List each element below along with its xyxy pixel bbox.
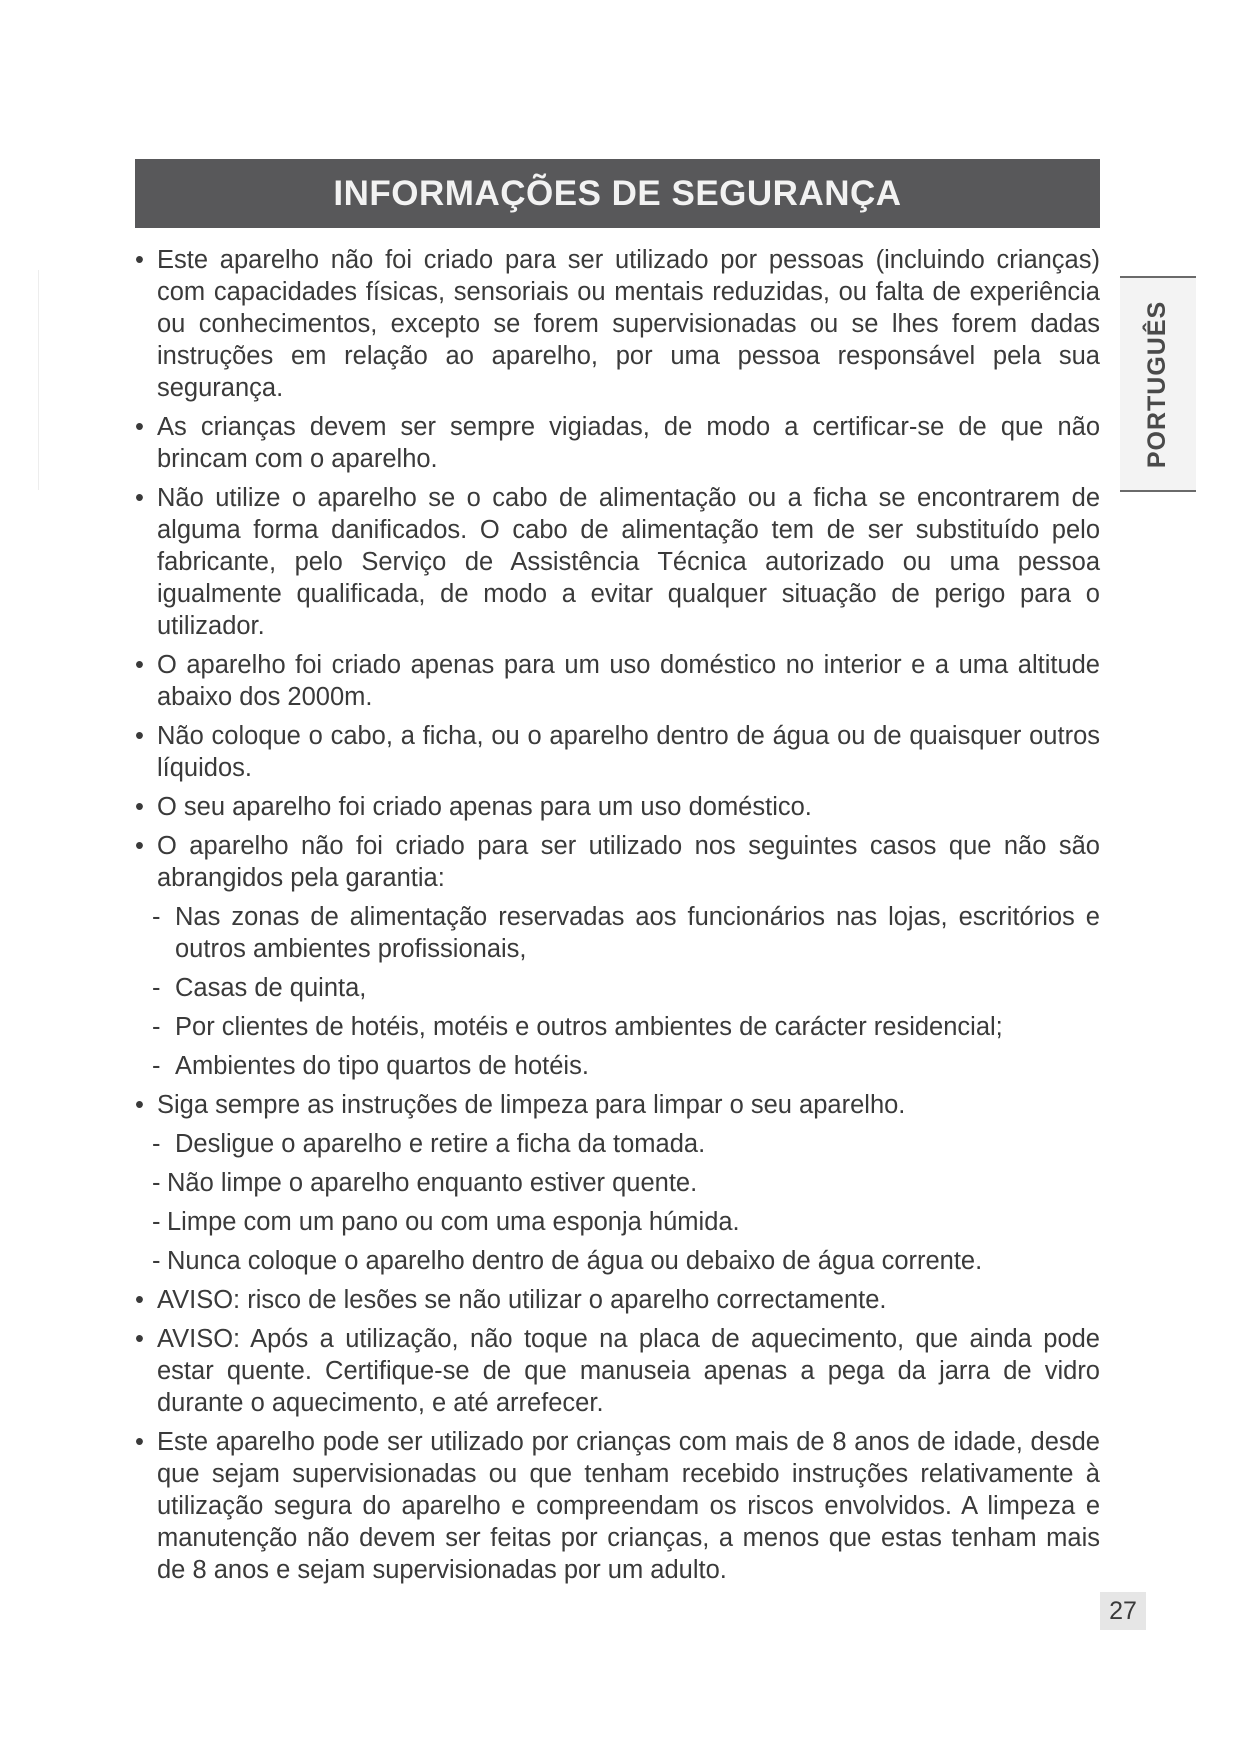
page-edge-line bbox=[38, 270, 39, 490]
safety-item: • O aparelho foi criado apenas para um uso doméstico no interior e a uma altitude abaixo dos 2000m. bbox=[135, 649, 1100, 713]
safety-subitem: - Limpe com um pano ou com uma esponja húmida. bbox=[135, 1206, 1100, 1238]
safety-subitem: - Por clientes de hotéis, motéis e outros ambientes de carácter residencial; bbox=[135, 1011, 1100, 1043]
safety-item: • Não coloque o cabo, a ficha, ou o aparelho dentro de água ou de quaisquer outros líquidos. bbox=[135, 720, 1100, 784]
language-tab bbox=[1120, 276, 1196, 492]
safety-item: • Este aparelho não foi criado para ser utilizado por pessoas (incluindo crianças) com capacidades físicas, sensoriais ou mentais reduzidas, ou falta de experiência ou conhecimentos, excepto se forem supervisionadas ou se lhes forem dadas instruções em relação ao aparelho, por uma pessoa responsável pela sua segurança. bbox=[135, 244, 1100, 404]
safety-item: • O aparelho não foi criado para ser utilizado nos seguintes casos que não são abrangidos pela garantia: bbox=[135, 830, 1100, 894]
safety-item: • O seu aparelho foi criado apenas para um uso doméstico. bbox=[135, 791, 1100, 823]
safety-subitem: - Desligue o aparelho e retire a ficha da tomada. bbox=[135, 1128, 1100, 1160]
safety-subitem: - Nunca coloque o aparelho dentro de água ou debaixo de água corrente. bbox=[135, 1245, 1100, 1277]
safety-list bbox=[135, 244, 1100, 1593]
section-header bbox=[135, 159, 1100, 228]
safety-subitem: - Ambientes do tipo quartos de hotéis. bbox=[135, 1050, 1100, 1082]
section-title: INFORMAÇÕES DE SEGURANÇA bbox=[333, 173, 902, 213]
safety-item: • As crianças devem ser sempre vigiadas, de modo a certificar-se de que não brincam com o aparelho. bbox=[135, 411, 1100, 475]
safety-subitem: - Não limpe o aparelho enquanto estiver quente. bbox=[135, 1167, 1100, 1199]
safety-subitem: - Nas zonas de alimentação reservadas aos funcionários nas lojas, escritórios e outros ambientes profissionais, bbox=[135, 901, 1100, 965]
safety-item: • AVISO: Após a utilização, não toque na placa de aquecimento, que ainda pode estar quente. Certifique-se de que manuseia apenas a pega da jarra de vidro durante o aquecimento, e até arrefecer. bbox=[135, 1323, 1100, 1419]
safety-item: • Não utilize o aparelho se o cabo de alimentação ou a ficha se encontrarem de alguma forma danificados. O cabo de alimentação tem de ser substituído pelo fabricante, pelo Serviço de Assistência Técnica autorizado ou uma pessoa igualmente qualificada, de modo a evitar qualquer situação de perigo para o utilizador. bbox=[135, 482, 1100, 642]
safety-item: • AVISO: risco de lesões se não utilizar o aparelho correctamente. bbox=[135, 1284, 1100, 1316]
language-tab-label: PORTUGUÊS bbox=[1143, 300, 1172, 468]
page-number: 27 bbox=[1100, 1592, 1146, 1630]
safety-item: • Siga sempre as instruções de limpeza para limpar o seu aparelho. bbox=[135, 1089, 1100, 1121]
safety-subitem: - Casas de quinta, bbox=[135, 972, 1100, 1004]
safety-item: • Este aparelho pode ser utilizado por crianças com mais de 8 anos de idade, desde que sejam supervisionadas ou que tenham recebido instruções relativamente à utilização segura do aparelho e compreendam os riscos envolvidos. A limpeza e manutenção não devem ser feitas por crianças, a menos que estas tenham mais de 8 anos e sejam supervisionadas por um adulto. bbox=[135, 1426, 1100, 1586]
